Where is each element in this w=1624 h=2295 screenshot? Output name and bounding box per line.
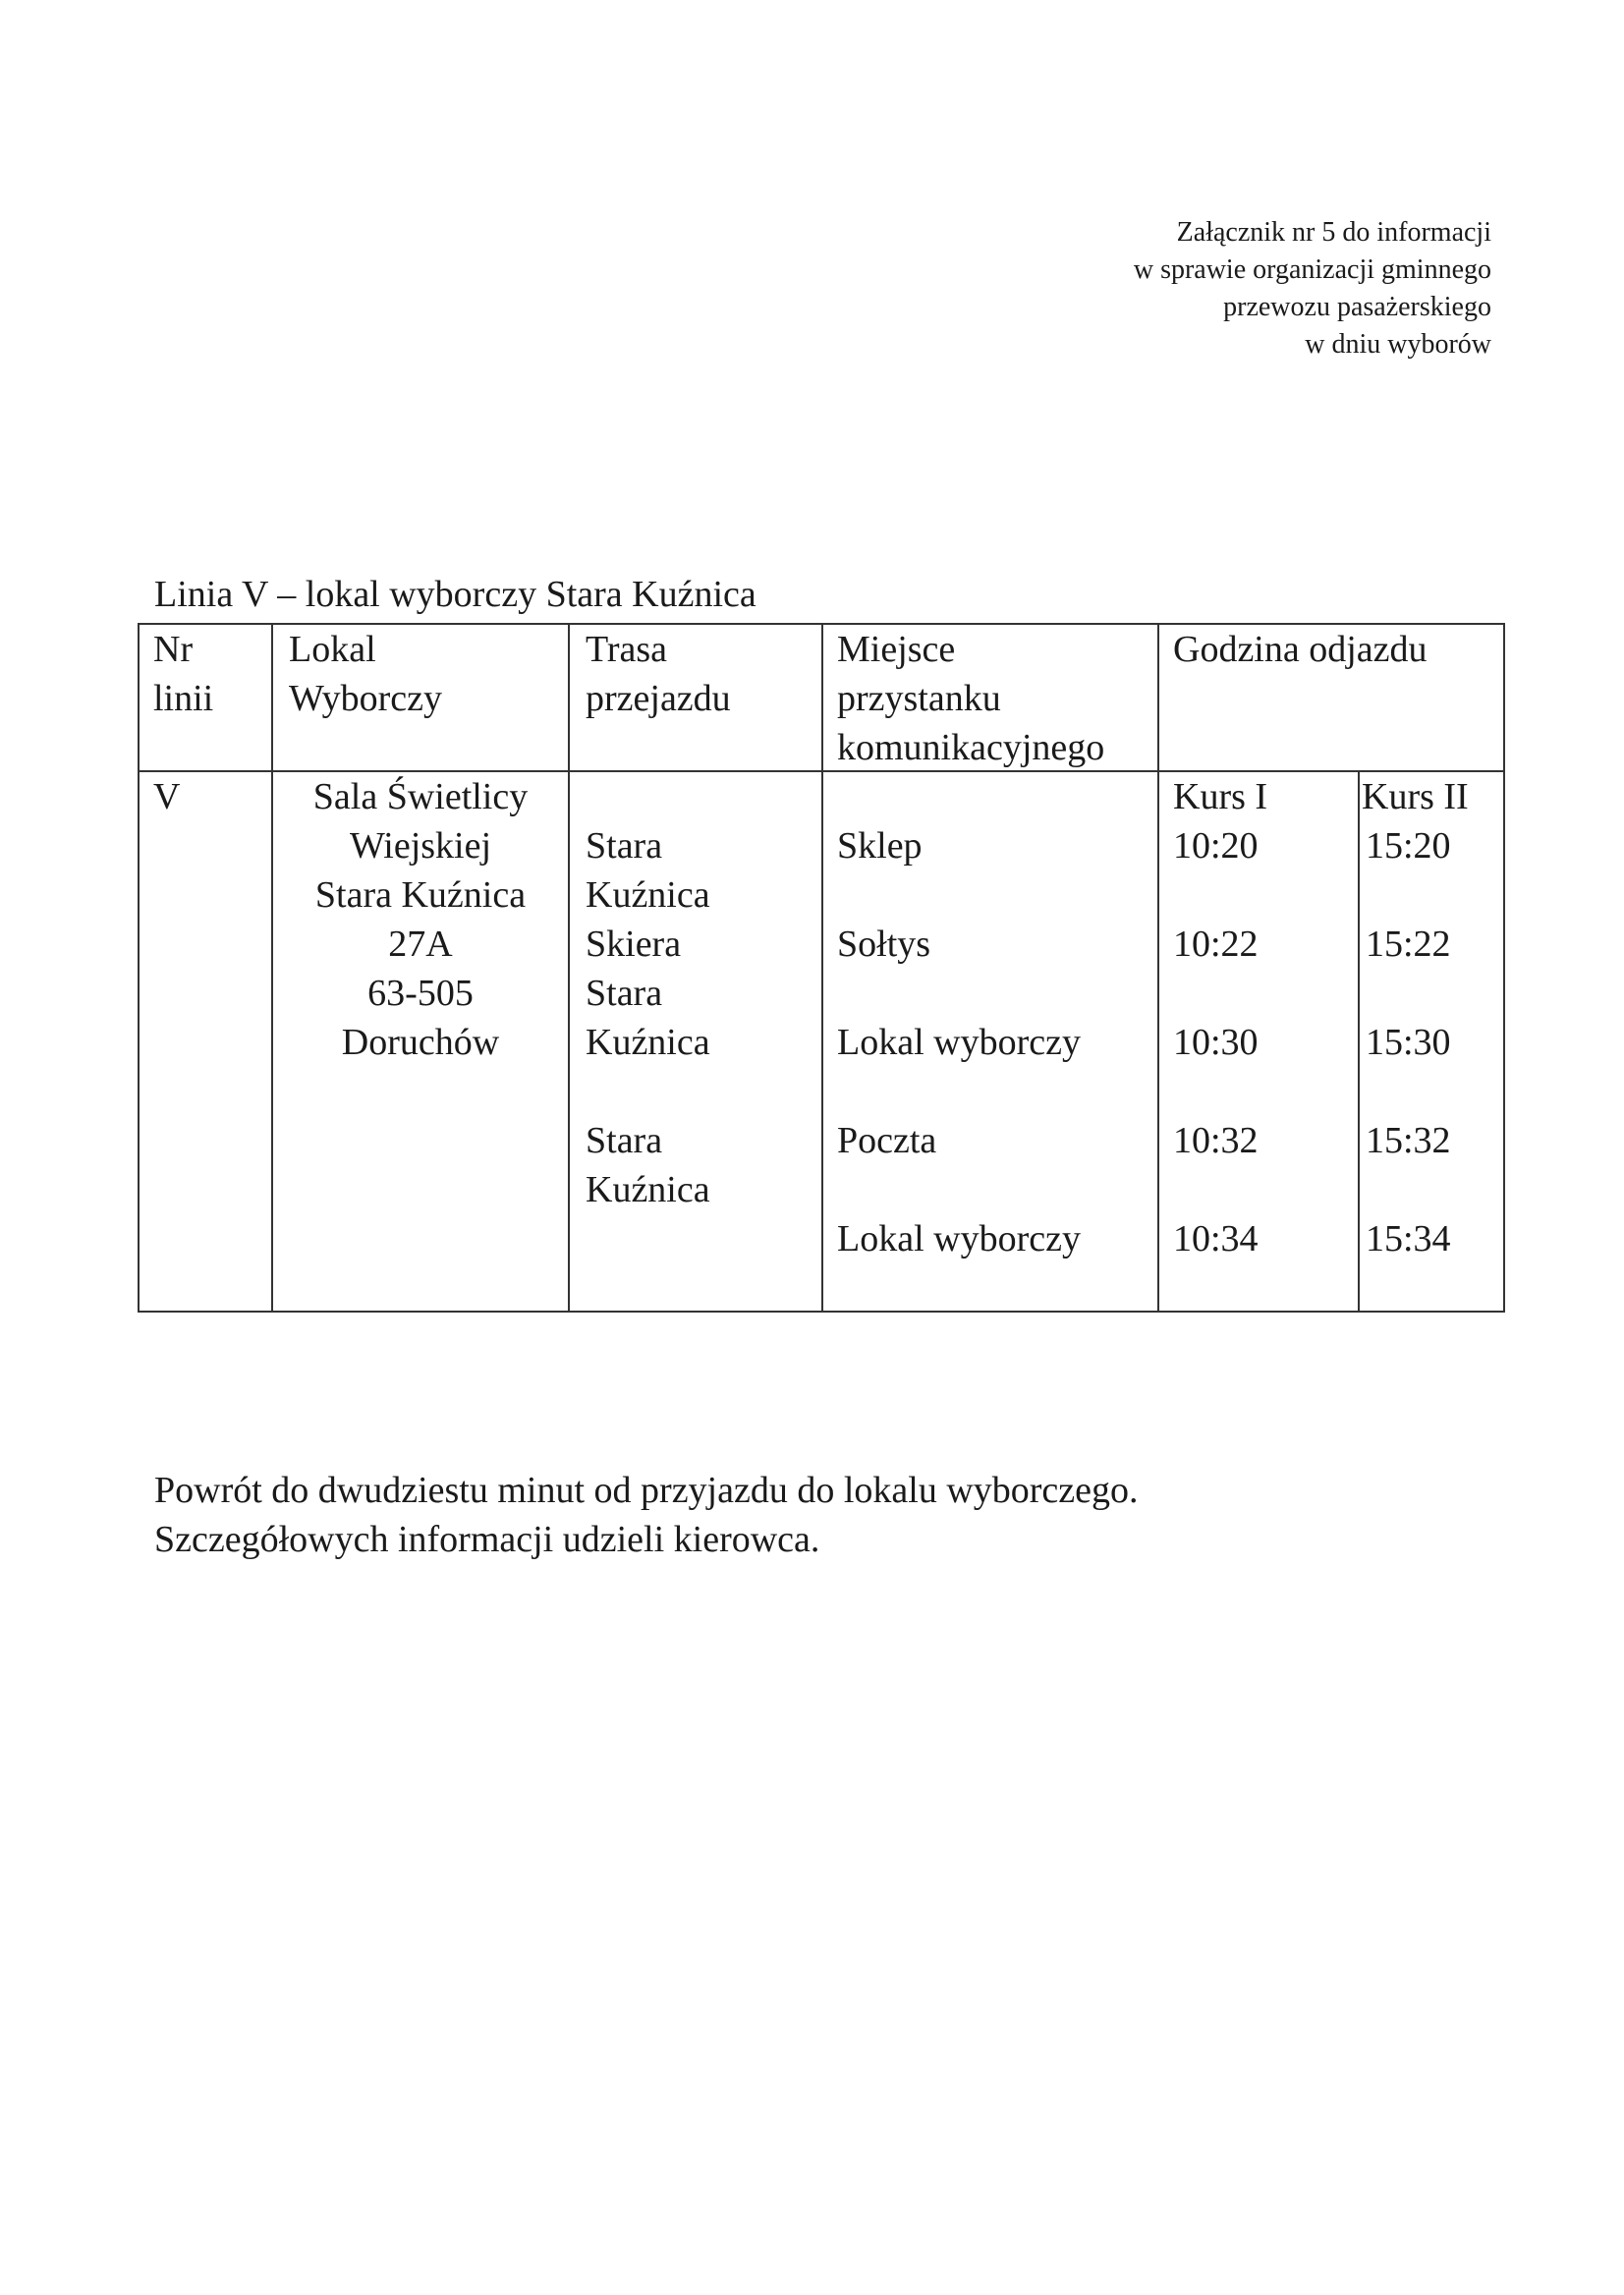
departure-kurs-i: 10:34 (1173, 1218, 1259, 1259)
footer-note (154, 1466, 1139, 1564)
col-divider (1358, 770, 1360, 1311)
header-godzina-odjazdu: Godzina odjazdu (1173, 629, 1428, 670)
annex-line: w sprawie organizacji gminnego (1133, 254, 1491, 285)
departure-kurs-ii: 15:30 (1366, 1022, 1451, 1063)
stop-name: Lokal wyborczy (837, 1218, 1081, 1259)
footer-line: Powrót do dwudziestu minut od przyjazdu do lokalu wyborczego. (154, 1470, 1139, 1511)
polling-station-address: Sala Świetlicy Wiejskiej Stara Kuźnica 27A 63-505 Doruchów (312, 776, 529, 1063)
departure-kurs-i: 10:20 (1173, 825, 1259, 867)
stop-name: Poczta (837, 1120, 937, 1161)
departure-kurs-ii: 15:20 (1366, 825, 1451, 867)
col-divider (1157, 625, 1159, 1311)
header-nr-linii: Nr linii (153, 629, 214, 719)
annex-line: przewozu pasażerskiego (1223, 292, 1491, 322)
stop-name: Sklep (837, 825, 923, 867)
col-divider (821, 625, 823, 1311)
departure-kurs-ii: 15:22 (1366, 924, 1451, 965)
departure-kurs-i: 10:22 (1173, 924, 1259, 965)
header-miejsce-przystanku: Miejsce przystanku komunikacyjnego (837, 629, 1105, 768)
header-lokal-wyborczy: Lokal Wyborczy (289, 629, 442, 719)
stop-name: Lokal wyborczy (837, 1022, 1081, 1063)
line-title: Linia V – lokal wyborczy Stara Kuźnica (154, 574, 756, 615)
annex-line: w dniu wyborów (1305, 329, 1491, 360)
departure-kurs-i: 10:32 (1173, 1120, 1259, 1161)
kurs-i-label: Kurs I (1173, 776, 1268, 817)
route-segment: Stara Kuźnica (586, 1120, 710, 1210)
header-trasa-przejazdu: Trasa przejazdu (586, 629, 731, 719)
annex-line: Załącznik nr 5 do informacji (1176, 217, 1491, 248)
departure-kurs-ii: 15:32 (1366, 1120, 1451, 1161)
annex-header (902, 214, 1491, 364)
departure-kurs-ii: 15:34 (1366, 1218, 1451, 1259)
route-segment: Stara Kuźnica Skiera Stara Kuźnica (586, 825, 710, 1063)
stop-name: Sołtys (837, 924, 931, 965)
line-number: V (153, 776, 181, 817)
schedule-table (138, 623, 1505, 1313)
kurs-ii-label: Kurs II (1362, 776, 1469, 817)
footer-line: Szczegółowych informacji udzieli kierowca. (154, 1519, 820, 1560)
departure-kurs-i: 10:30 (1173, 1022, 1259, 1063)
col-divider (568, 625, 570, 1311)
